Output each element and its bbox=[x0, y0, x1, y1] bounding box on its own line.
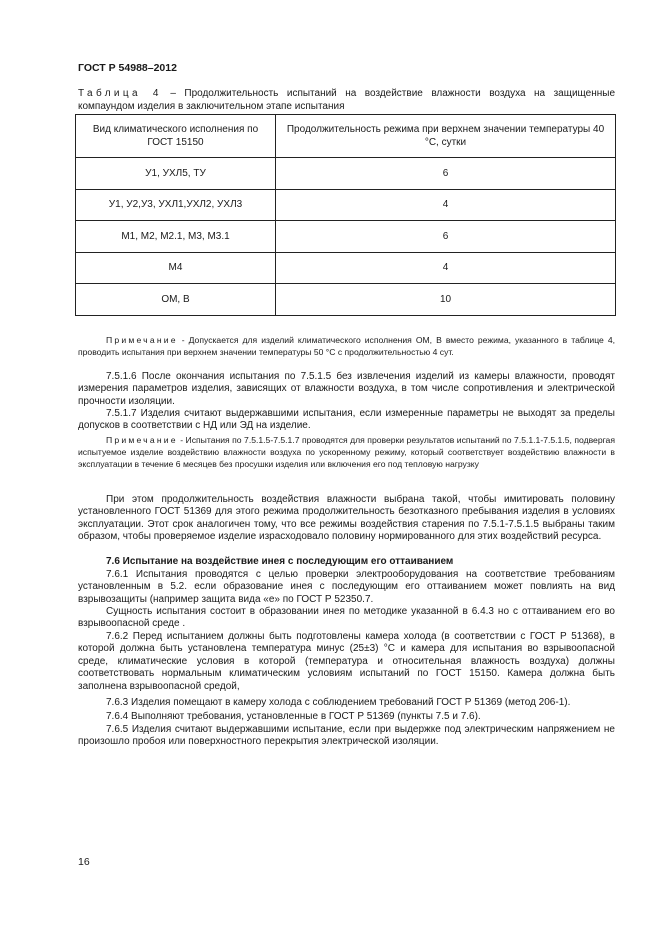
cell-climate: У1, У2,У3, УХЛ1,УХЛ2, УХЛ3 bbox=[76, 189, 276, 221]
col-header-climate: Вид климатического исполнения по ГОСТ 15150 bbox=[76, 115, 276, 158]
note-label: Примечание bbox=[106, 435, 178, 445]
paragraph-intro: При этом продолжительность воздействия влажности выбрана такой, чтобы имитировать половину установленного ГОСТ 51369 для этого режима продолжительность безотказного пребывания изделия в условиях эксплуатации. Этот срок аналогичен тому, что все режимы воздействия старения по 7.5.1-7.5.1.5 выбраны таким образом, чтобы проверяемое изделие израсходовало половину нормированного для этих воздействий ресурса. bbox=[78, 494, 615, 543]
col-header-duration: Продолжительность режима при верхнем значении температуры 40 °С, сутки bbox=[276, 115, 616, 158]
test-note bbox=[78, 434, 615, 470]
paragraph-7-6-5: 7.6.5 Изделия считают выдержавшими испытание, если при выдержке под электрическим напряжением не произошло пробоя или поверхностного перекрытия электрической изоляции. bbox=[78, 724, 615, 748]
cell-days: 10 bbox=[276, 284, 616, 316]
note-text: - Допускается для изделий климатического исполнения ОМ, В вместо режима, указанного в таблице 4, проводить испытания при верхнем значении температуры 50 °С с продолжительностью 4 сут. bbox=[78, 335, 615, 357]
table-caption-text: – Продолжительность испытаний на воздействие влажности воздуха на защищенные компаундом изделия в заключительном этапе испытания bbox=[78, 88, 615, 112]
note-text: - Испытания по 7.5.1.5-7.5.1.7 проводятся для проверки результатов испытаний по 7.5.1.1-7.5.1.5, подвергая испытуемое изделие воздействию влажности воздуха по ускоренному режиму, который соответствует воздействию влажности в эксплуатации в течение 6 месяцев без просушки изделия или включения его под тепловую нагрузку bbox=[78, 435, 615, 469]
paragraph-7-6-2: 7.6.2 Перед испытанием должны быть подготовлены камера холода (в соответствии с ГОСТ Р 51368), в которой должна быть установлена температура минус (25±3) °С и камера для испытания во взрывоопасной среде, климатические условия в которой (температура и относительная влажность воздуха) должны соответствовать нормальным климатическим условиям испытаний по ГОСТ 15150. Камера должна быть заполнена взрывоопасной средой, bbox=[78, 631, 615, 692]
paragraph-7-6-1: 7.6.1 Испытания проводятся с целью проверки электрооборудования на соответствие требованиям установленным в 5.2. если образование инея с последующим его оттаиванием может повлиять на вид взрывозащиты (например защита вида «е» по ГОСТ Р 52350.7. bbox=[78, 569, 615, 605]
note-label: Примечание bbox=[106, 335, 178, 345]
cell-climate: М1, М2, М2.1, М3, М3.1 bbox=[76, 221, 276, 253]
table-row bbox=[76, 221, 616, 253]
cell-climate: У1, УХЛ5, ТУ bbox=[76, 158, 276, 190]
cell-days: 6 bbox=[276, 221, 616, 253]
table-caption-label: Таблица 4 bbox=[78, 88, 162, 99]
cell-climate: ОМ, В bbox=[76, 284, 276, 316]
table-row bbox=[76, 252, 616, 284]
table-note bbox=[78, 334, 615, 358]
table-row bbox=[76, 189, 616, 221]
duration-table bbox=[75, 114, 616, 316]
cell-days: 4 bbox=[276, 189, 616, 221]
paragraph-7-6-3: 7.6.3 Изделия помещают в камеру холода с соблюдением требований ГОСТ Р 51369 (метод 206-1). bbox=[106, 697, 571, 708]
paragraph-essence: Сущность испытания состоит в образовании инея по методике указанной в 6.4.3 но с оттаиванием его во взрывоопасной среде . bbox=[78, 606, 615, 630]
cell-climate: М4 bbox=[76, 252, 276, 284]
table-header-row bbox=[76, 115, 616, 158]
cell-days: 6 bbox=[276, 158, 616, 190]
paragraph-7-6-4: 7.6.4 Выполняют требования, установленные в ГОСТ Р 51369 (пункты 7.5 и 7.6). bbox=[106, 711, 481, 722]
doc-header: ГОСТ Р 54988–2012 bbox=[78, 62, 177, 74]
paragraph-7-5-1-7: 7.5.1.7 Изделия считают выдержавшими испытания, если измеренные параметры не выходят за пределы допусков в соответствии с НД или ЭД на изделие. bbox=[78, 408, 615, 432]
section-heading-7-6: 7.6 Испытание на воздействие инея с последующим его оттаиванием bbox=[106, 556, 454, 567]
table-row bbox=[76, 284, 616, 316]
table-caption bbox=[78, 88, 615, 113]
paragraph-7-5-1-6: 7.5.1.6 После окончания испытания по 7.5.1.5 без извлечения изделий из камеры влажности, проводят измерения параметров изделия, зависящих от влажности воздуха, в том числе сопротивления и электрической прочности изоляции. bbox=[78, 371, 615, 407]
table-row bbox=[76, 158, 616, 190]
cell-days: 4 bbox=[276, 252, 616, 284]
page-number: 16 bbox=[78, 856, 90, 868]
